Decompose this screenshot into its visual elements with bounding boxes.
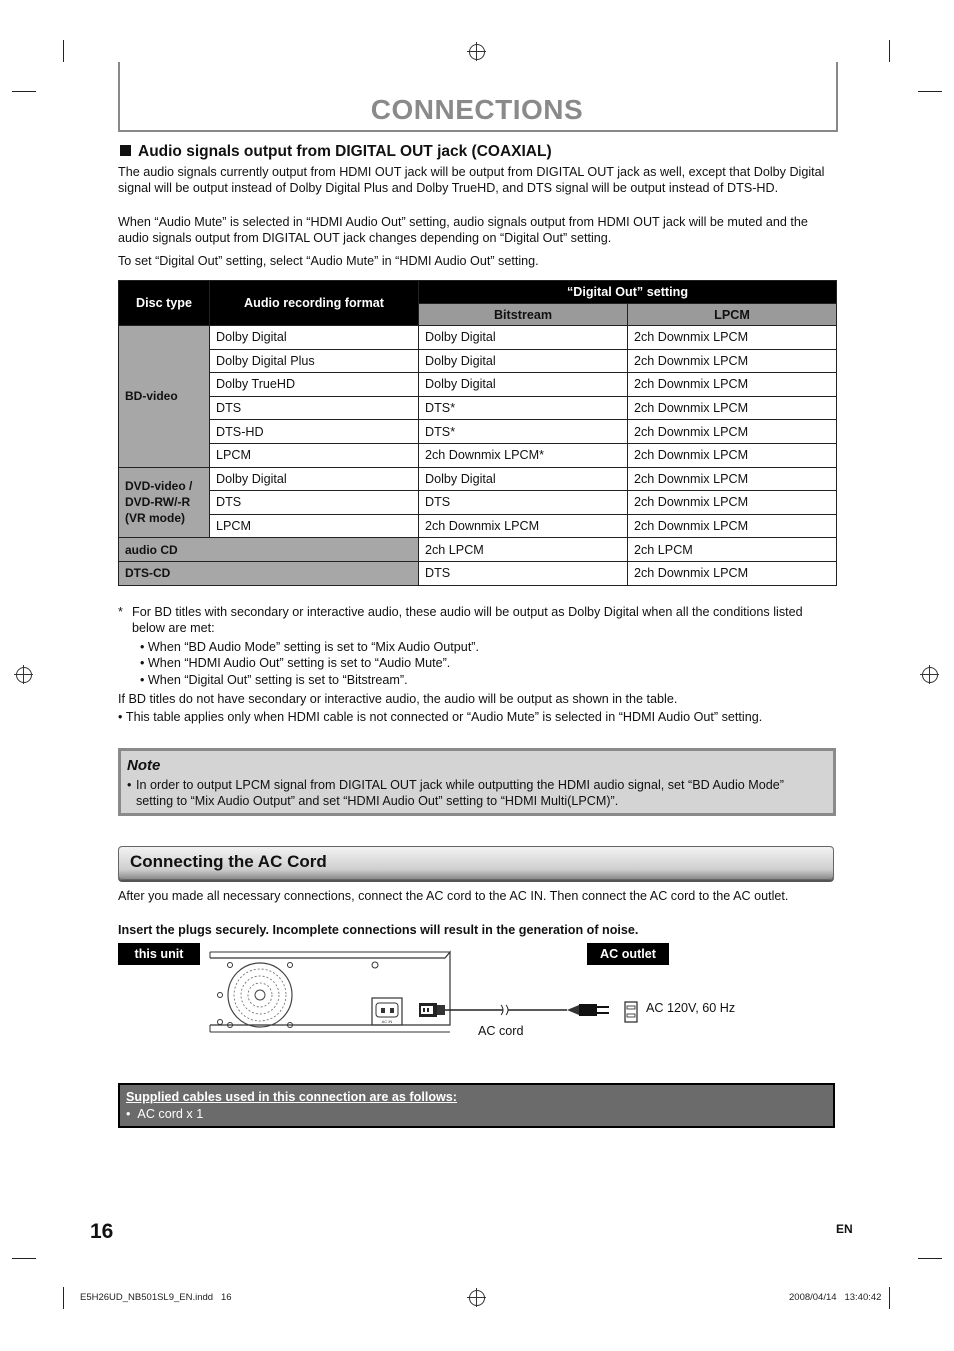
crop-mark [63, 40, 64, 62]
ac-in-socket-icon [372, 998, 402, 1025]
label-voltage: AC 120V, 60 Hz [646, 1001, 736, 1015]
footnote-condition: • When “HDMI Audio Out” setting is set to “Audio Mute”. [140, 656, 451, 670]
crop-mark [918, 91, 942, 92]
square-bullet-icon [120, 145, 131, 156]
fan-icon [228, 963, 293, 1028]
table-row: DTS DTS* 2ch Downmix LPCM [119, 396, 837, 420]
col-audio-format: Audio recording format [210, 281, 419, 326]
ac-connection-diagram [205, 950, 645, 1040]
note-text: • In order to output LPCM signal from DIGITAL OUT jack while outputting the HDMI audio signal, set “BD Audio Mode” setting to “Mix Audio Output” and set “HDMI Audio Out” setting to “HDMI Multi(LPCM)”. [127, 778, 784, 808]
label-ac-outlet: AC outlet [587, 943, 669, 965]
group-bd-video: BD-video [119, 326, 210, 468]
table-row: BD-video Dolby Digital Dolby Digital 2ch Downmix LPCM [119, 326, 837, 350]
table-row: LPCM 2ch Downmix LPCM 2ch Downmix LPCM [119, 514, 837, 538]
group-audio-cd: audio CD [119, 538, 419, 562]
print-datetime: 2008/04/14 13:40:42 [789, 1292, 882, 1303]
table-row: DTS-HD DTS* 2ch Downmix LPCM [119, 420, 837, 444]
footnote-applies: • This table applies only when HDMI cable is not connected or “Audio Mute” is selected in “HDMI Audio Out” setting. [118, 710, 763, 724]
supplied-item: • AC cord x 1 [126, 1107, 204, 1121]
supplied-cables-box [118, 1083, 835, 1128]
audio-output-table [118, 280, 837, 586]
col-digital-out: “Digital Out” setting [419, 281, 837, 304]
note-title: Note [127, 757, 161, 774]
crop-mark [63, 1287, 64, 1309]
crop-mark [12, 1258, 36, 1259]
ac-outlet-icon [625, 1002, 637, 1022]
crop-mark [889, 1287, 890, 1309]
crop-mark [918, 1258, 942, 1259]
registration-mark-icon [469, 44, 485, 60]
language-mark: EN [836, 1222, 853, 1236]
footnote-condition: • When “BD Audio Mode” setting is set to “Mix Audio Output”. [140, 640, 480, 654]
intro-paragraph: To set “Digital Out” setting, select “Audio Mute” in “HDMI Audio Out” setting. [118, 254, 539, 268]
crop-mark [889, 40, 890, 62]
wall-plug-icon [567, 1004, 609, 1016]
crop-mark [12, 91, 36, 92]
unit-rear-panel [210, 952, 450, 1032]
label-this-unit: this unit [118, 943, 200, 965]
table-row: Dolby TrueHD Dolby Digital 2ch Downmix LPCM [119, 373, 837, 397]
table-row: DTS DTS 2ch Downmix LPCM [119, 491, 837, 515]
page-number: 16 [90, 1220, 114, 1243]
registration-mark-icon [469, 1290, 485, 1306]
footnote-no-secondary: If BD titles do not have secondary or interactive audio, the audio will be output as shown in the table. [118, 692, 678, 706]
registration-mark-icon [16, 667, 32, 683]
ac-cord-plug-icon [419, 1003, 445, 1017]
group-dts-cd: DTS-CD [119, 561, 419, 585]
section-heading: Audio signals output from DIGITAL OUT jack (COAXIAL) [120, 143, 552, 161]
section-title: Connecting the AC Cord [130, 852, 327, 871]
table-row: Dolby Digital Plus Dolby Digital 2ch Downmix LPCM [119, 349, 837, 373]
ac-warning: Insert the plugs securely. Incomplete connections will result in the generation of noise. [118, 923, 639, 937]
intro-paragraph: The audio signals currently output from HDMI OUT jack will be output from DIGITAL OUT jack as well, except that Dolby Digital signal will be output instead of Dolby Digital Plus and Dolby TrueHD, and DTS signal will be output instead of DTS-HD. [118, 165, 825, 195]
group-dvd-video: DVD-video / DVD-RW/-R (VR mode) [119, 467, 210, 538]
table-row: DTS-CD DTS 2ch Downmix LPCM [119, 561, 837, 585]
footnote-condition: • When “Digital Out” setting is set to “Bitstream”. [140, 673, 408, 687]
table-row: LPCM 2ch Downmix LPCM* 2ch Downmix LPCM [119, 443, 837, 467]
table-row: DVD-video / DVD-RW/-R (VR mode) Dolby Digital Dolby Digital 2ch Downmix LPCM [119, 467, 837, 491]
ac-paragraph: After you made all necessary connections, connect the AC cord to the AC IN. Then connect the AC cord to the AC outlet. [118, 889, 789, 903]
page-title: CONNECTIONS [370, 94, 584, 125]
col-lpcm: LPCM [628, 304, 837, 326]
intro-paragraph: When “Audio Mute” is selected in “HDMI Audio Out” setting, audio signals output from HDMI OUT jack will be muted and the audio signals output from DIGITAL OUT jack changes depending on “Digital Out” setting. [118, 215, 808, 245]
table-row: audio CD 2ch LPCM 2ch LPCM [119, 538, 837, 562]
supplied-title: Supplied cables used in this connection are as follows: [126, 1090, 458, 1104]
svg-text:AC IN: AC IN [381, 1019, 393, 1024]
label-ac-cord: AC cord [478, 1024, 524, 1038]
col-bitstream: Bitstream [419, 304, 628, 326]
registration-mark-icon [922, 667, 938, 683]
footnote-star: * For BD titles with secondary or interactive audio, these audio will be output as Dolby Digital when all the conditions listed below are met: [118, 605, 803, 635]
file-info: E5H26UD_NB501SL9_EN.indd 16 [80, 1292, 232, 1303]
col-disc-type: Disc type [119, 281, 210, 326]
ac-cord-line [445, 1005, 567, 1015]
